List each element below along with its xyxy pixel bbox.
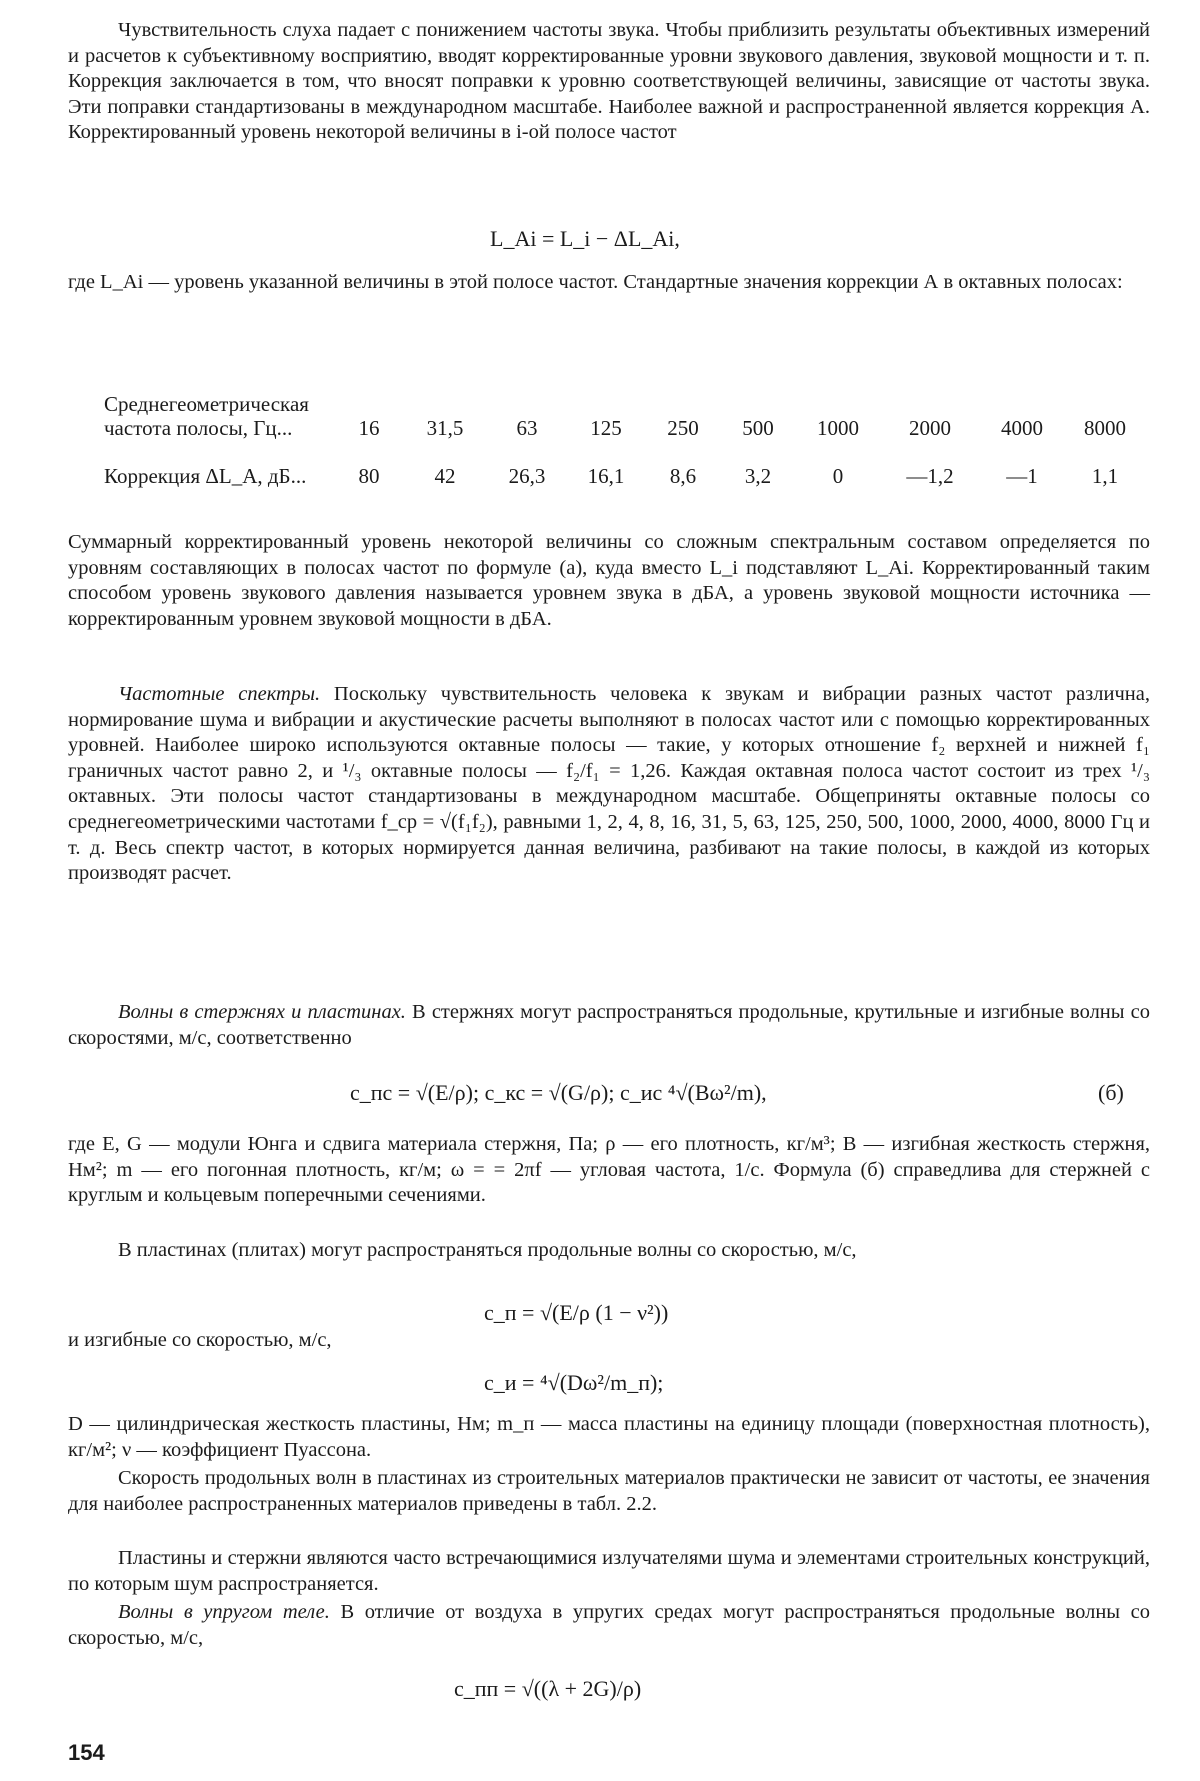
- paragraph-10-text: Скорость продольных волн в пластинах из строительных материалов практически не зависит от частоты, ее значения для наиболее распространенных материалов приведены в табл. 2.2.: [68, 1467, 1150, 1515]
- paragraph-5-text: [68, 1000, 1150, 1051]
- paragraph-1: [68, 18, 1150, 146]
- paragraph-12-text: [68, 1600, 1150, 1651]
- paragraph-3-text: Суммарный корректированный уровень некоторой величины со сложным спектральным составом определяется по уровням составляющих в полосах частот по формуле (а), куда вместо L_i подставляют L_Ai. Корректированный таким способом уровень звукового давления называется уровнем звука в дБА, а уровень звуковой мощности источника — корректированным уровнем звуковой мощности в дБА.: [68, 531, 1150, 630]
- page-number: 154: [68, 1740, 105, 1765]
- table-cell: 8000: [1084, 416, 1126, 440]
- table-row-label: Коррекция ΔL_A, дБ...: [104, 464, 307, 488]
- paragraph-12-body: В отличие от воздуха в упругих средах могут распространяться продольные волны со скоростью, м/с,: [68, 1601, 1150, 1649]
- table-cell: 1000: [817, 416, 859, 440]
- formula-rod-wave-speeds: c_пс = √(E/ρ); c_кс = √(G/ρ); c_ис ⁴√(Bω²/m),: [350, 1080, 767, 1105]
- correction-table: [104, 368, 1144, 488]
- paragraph-10: [68, 1466, 1150, 1517]
- paragraph-3: [68, 530, 1150, 632]
- table-cell: 250: [667, 416, 699, 440]
- paragraph-7: [68, 1238, 1150, 1264]
- paragraph-2-text: где L_Ai — уровень указанной величины в этой полосе частот. Стандартные значения коррекции А в октавных полосах:: [68, 271, 1123, 293]
- paragraph-8-text: и изгибные со скоростью, м/с,: [68, 1329, 332, 1351]
- table-cell: 500: [742, 416, 774, 440]
- formula-plate-bending: c_и = ⁴√(Dω²/m_п);: [484, 1370, 664, 1395]
- paragraph-5-lead: Волны в стержнях и пластинах.: [118, 1001, 406, 1023]
- paragraph-5-body: В стержнях могут распространяться продольные, крутильные и изгибные волны со скоростями, м/с, соответственно: [68, 1001, 1150, 1049]
- table-cell: 31,5: [426, 416, 464, 440]
- paragraph-7-text: В пластинах (плитах) могут распространяться продольные волны со скоростью, м/с,: [118, 1239, 857, 1261]
- paragraph-9: [68, 1412, 1150, 1463]
- paragraph-11: [68, 1546, 1150, 1597]
- paragraph-8: [68, 1328, 1150, 1354]
- table-cell: 0: [832, 464, 844, 488]
- paragraph-4-text: [68, 682, 1150, 887]
- table-cell: —1: [1006, 464, 1038, 488]
- table-cell: 63: [516, 416, 538, 440]
- table-row-correction: [104, 440, 1144, 488]
- paragraph-11-text: Пластины и стержни являются часто встречающимися излучателями шума и элементами строительных конструкций, по которым шум распространяется.: [68, 1547, 1150, 1595]
- formula-plate-longitudinal: c_п = √(E/ρ (1 − ν²)): [484, 1300, 669, 1325]
- paragraph-2: [68, 270, 1150, 296]
- paragraph-6: [68, 1132, 1150, 1209]
- table-row-label: Среднегеометрическая частота полосы, Гц...: [104, 392, 309, 440]
- formula-number: (б): [1098, 1080, 1124, 1105]
- paragraph-9-text: D — цилиндрическая жесткость пластины, Нм; m_п — масса пластины на единицу площади (поверхностная плотность), кг/м²; ν — коэффициент Пуассона.: [68, 1413, 1150, 1461]
- paragraph-4-body: Поскольку чувствительность человека к звукам и вибрации разных частот различна, нормирование шума и вибрации и акустические расчеты выполняют в полосах частот или с помощью корректированных уровней. Наиболее широко используются октавные полосы — такие, у которых отношение f₂ верхней и нижней f₁ граничных частот равно 2, и ¹/₃ октавные полосы — f₂/f₁ = 1,26. Каждая октавная полоса частот состоит из трех ¹/₃ октавных. Эти полосы частот стандартизованы в международном масштабе. Общеприняты октавные полосы со среднегеометрическими частотами f_ср = √(f₁f₂), равными 1, 2, 4, 8, 16, 31, 5, 63, 125, 250, 500, 1000, 2000, 4000, 8000 Гц и т. д. Весь спектр частот, в которых нормируется данная величина, разбивают на такие полосы, в каждой из которых производят расчет.: [68, 683, 1150, 885]
- paragraph-6-text: где E, G — модули Юнга и сдвига материала стержня, Па; ρ — его плотность, кг/м³; B — изгибная жесткость стержня, Нм²; m — его погонная плотность, кг/м; ω = = 2πf — угловая частота, 1/с. Формула (б) справедлива для стержней с круглым и кольцевым поперечными сечениями.: [68, 1133, 1150, 1207]
- paragraph-12: [68, 1600, 1150, 1651]
- paragraph-5: [68, 1000, 1150, 1051]
- table-cell: 125: [590, 416, 622, 440]
- paragraph-1-text: Чувствительность слуха падает с понижением частоты звука. Чтобы приблизить результаты объективных измерений и расчетов к субъективному восприятию, вводят корректированные уровни звукового давления, звуковой мощности и т. п. Коррекция заключается в том, что вносят поправки к уровню соответствующей величины, зависящие от частоты звука. Эти поправки стандартизованы в международном масштабе. Наиболее важной и распространенной является коррекция А. Корректированный уровень некоторой величины в i-ой полосе частот: [68, 19, 1150, 144]
- paragraph-4-lead: Частотные спектры.: [118, 683, 321, 705]
- table-cell: —1,2: [906, 464, 954, 488]
- table-cell: 80: [358, 464, 380, 488]
- paragraph-4: [68, 682, 1150, 887]
- table-cell: 1,1: [1091, 464, 1119, 488]
- table-cell: 8,6: [669, 464, 697, 488]
- formula-elastic-longitudinal: c_пп = √((λ + 2G)/ρ): [454, 1676, 642, 1701]
- table-cell: 2000: [909, 416, 951, 440]
- table-cell: 3,2: [744, 464, 772, 488]
- table-cell: 16: [358, 416, 380, 440]
- paragraph-12-lead: Волны в упругом теле.: [118, 1601, 330, 1623]
- table-cell: 4000: [1001, 416, 1043, 440]
- table-row-frequency: [104, 368, 1144, 440]
- table-cell: 16,1: [587, 464, 625, 488]
- formula-corrected-level: L_Ai = L_i − ΔL_Ai,: [490, 226, 680, 251]
- table-cell: 26,3: [508, 464, 546, 488]
- table-cell: 42: [434, 464, 456, 488]
